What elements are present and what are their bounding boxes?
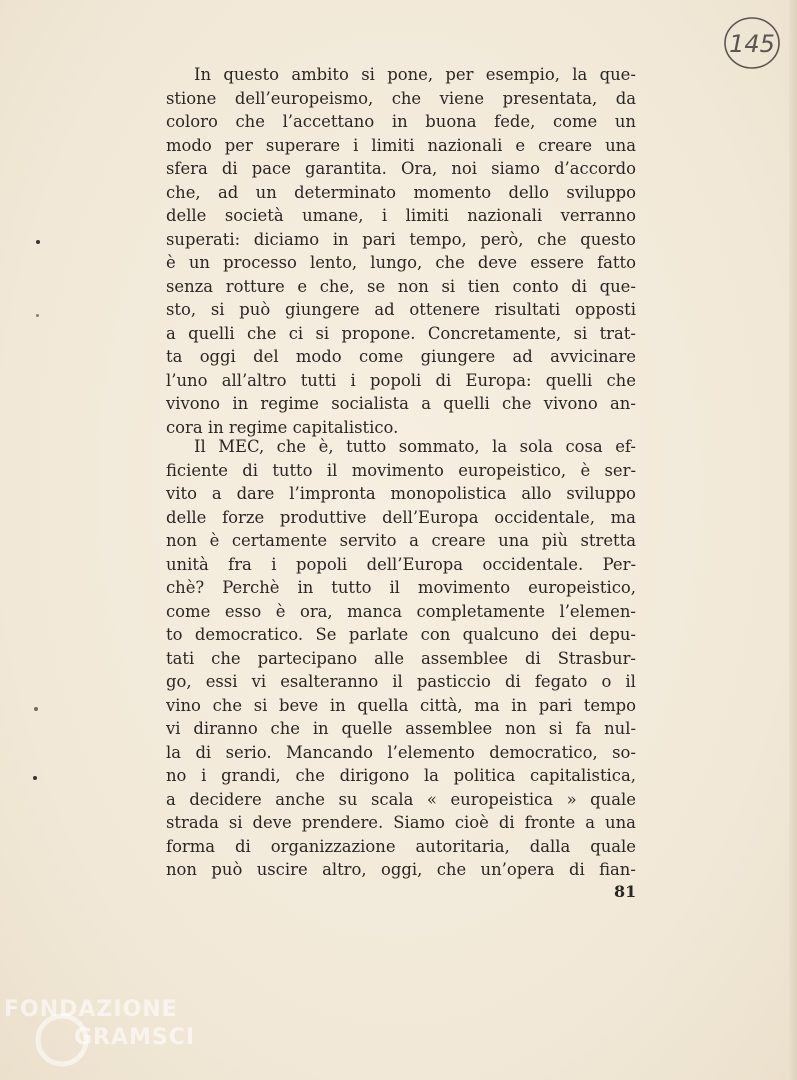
margin-speck bbox=[34, 707, 38, 711]
margin-speck bbox=[33, 776, 37, 780]
text-line: ficiente di tutto il movimento europeistico, è ser- bbox=[166, 460, 636, 480]
margin-speck bbox=[36, 240, 40, 244]
text-line: ta oggi del modo come giungere ad avvicinare bbox=[166, 347, 636, 366]
text-line: non è certamente servito a creare una più stretta bbox=[166, 531, 636, 550]
text-line: stione dell’europeismo, che viene presentata, da bbox=[166, 88, 636, 108]
paragraph-1 bbox=[166, 63, 636, 439]
archive-annotation-text: 145 bbox=[729, 30, 775, 58]
text-line: a decidere anche su scala « europeistica » quale bbox=[166, 789, 636, 809]
text-line: superati: diciamo in pari tempo, però, che questo bbox=[166, 229, 636, 249]
page-edge bbox=[789, 0, 797, 1080]
text-line: strada si deve prendere. Siamo cioè di fronte a una bbox=[166, 813, 636, 832]
paragraph-2 bbox=[166, 435, 636, 882]
text-line: delle forze produttive dell’Europa occidentale, ma bbox=[166, 507, 636, 527]
foundation-watermark bbox=[4, 992, 204, 1072]
text-line: to democratico. Se parlate con qualcuno dei depu- bbox=[166, 625, 636, 644]
text-line: vivono in regime socialista a quelli che vivono an- bbox=[166, 394, 636, 413]
text-line: vito a dare l’impronta monopolistica allo sviluppo bbox=[166, 484, 636, 503]
text-line: è un processo lento, lungo, che deve essere fatto bbox=[166, 253, 636, 272]
page-number: 81 bbox=[614, 882, 637, 901]
watermark-line-2: GRAMSCI bbox=[74, 1025, 196, 1050]
text-line: l’uno all’altro tutti i popoli di Europa: quelli che bbox=[166, 370, 636, 390]
text-line: che, ad un determinato momento dello sviluppo bbox=[166, 182, 636, 202]
text-line: non può uscire altro, oggi, che un’opera di fian- bbox=[166, 860, 636, 879]
text-line: cora in regime capitalistico. bbox=[166, 417, 399, 437]
text-line: la di serio. Mancando l’elemento democratico, so- bbox=[166, 742, 636, 762]
text-line: chè? Perchè in tutto il movimento europeistico, bbox=[166, 578, 636, 597]
text-line: vi diranno che in quelle assemblee non si fa nul- bbox=[166, 719, 636, 738]
text-line: forma di organizzazione autoritaria, dalla quale bbox=[166, 836, 636, 856]
text-line: come esso è ora, manca completamente l’elemen- bbox=[166, 601, 636, 621]
text-line: delle società umane, i limiti nazionali verranno bbox=[166, 206, 636, 225]
text-line: a quelli che ci si propone. Concretamente, si trat- bbox=[166, 323, 636, 343]
text-line: sto, si può giungere ad ottenere risultati opposti bbox=[166, 300, 636, 319]
text-line: sfera di pace garantita. Ora, noi siamo d’accordo bbox=[166, 159, 636, 178]
text-line: vino che si beve in quella città, ma in pari tempo bbox=[166, 695, 636, 715]
watermark-line-1: FONDAZIONE bbox=[4, 997, 178, 1022]
text-line: go, essi vi esalteranno il pasticcio di fegato o il bbox=[166, 672, 636, 691]
text-line: In questo ambito si pone, per esempio, la que- bbox=[194, 65, 636, 84]
text-line: no i grandi, che dirigono la politica capitalistica, bbox=[166, 766, 636, 785]
text-line: senza rotture e che, se non si tien conto di que- bbox=[166, 276, 636, 296]
text-line: unità fra i popoli dell’Europa occidentale. Per- bbox=[166, 554, 636, 574]
text-line: Il MEC, che è, tutto sommato, la sola cosa ef- bbox=[194, 437, 636, 456]
text-line: tati che partecipano alle assemblee di Strasbur- bbox=[166, 648, 636, 668]
archive-annotation bbox=[722, 14, 782, 72]
text-line: modo per superare i limiti nazionali e creare una bbox=[166, 135, 636, 155]
text-line: coloro che l’accettano in buona fede, come un bbox=[166, 112, 636, 131]
margin-speck bbox=[36, 314, 39, 317]
